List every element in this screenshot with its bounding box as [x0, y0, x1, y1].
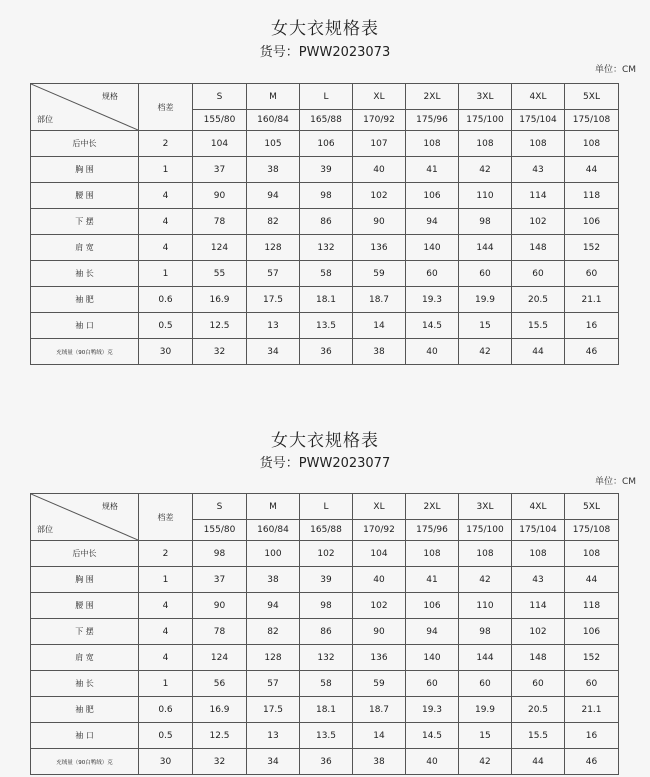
measurement-cell: 14.5: [406, 723, 459, 749]
measurement-cell: 152: [565, 235, 619, 261]
size-label: XL: [353, 494, 406, 520]
measurement-cell: 13.5: [300, 723, 353, 749]
grade-value: 2: [139, 541, 193, 567]
measurement-cell: 82: [247, 619, 300, 645]
part-name: 肩 宽: [31, 645, 139, 671]
measurement-cell: 16.9: [193, 697, 247, 723]
measurement-cell: 118: [565, 183, 619, 209]
measurement-cell: 140: [406, 645, 459, 671]
chart-title: 女大衣规格表: [271, 431, 379, 451]
measurement-cell: 32: [193, 749, 247, 775]
measurement-cell: 21.1: [565, 287, 619, 313]
measurement-cell: 44: [565, 567, 619, 593]
measurement-cell: 39: [300, 157, 353, 183]
measurement-cell: 42: [459, 157, 512, 183]
grade-value: 1: [139, 261, 193, 287]
measurement-cell: 59: [353, 261, 406, 287]
measurement-cell: 19.3: [406, 287, 459, 313]
measurement-cell: 118: [565, 593, 619, 619]
measurement-cell: 55: [193, 261, 247, 287]
measurement-cell: 36: [300, 339, 353, 365]
table-row: [31, 183, 619, 209]
grade-value: 4: [139, 235, 193, 261]
spec-table: [30, 493, 619, 775]
size-header-row: [31, 84, 619, 110]
spec-table: [30, 83, 619, 365]
measurement-cell: 60: [459, 261, 512, 287]
measurement-cell: 16: [565, 313, 619, 339]
measurement-cell: 128: [247, 645, 300, 671]
product-code: 货号：PWW2023073: [259, 45, 391, 60]
measurement-cell: 14.5: [406, 313, 459, 339]
measurement-cell: 38: [353, 339, 406, 365]
measurement-cell: 34: [247, 339, 300, 365]
grade-header: 档差: [139, 494, 193, 541]
size-label: S: [193, 494, 247, 520]
size-chart-1: [0, 0, 650, 362]
grade-value: 30: [139, 749, 193, 775]
measurement-cell: 57: [247, 261, 300, 287]
measurement-cell: 37: [193, 157, 247, 183]
measurement-cell: 90: [193, 183, 247, 209]
measurement-cell: 21.1: [565, 697, 619, 723]
measurement-cell: 106: [565, 209, 619, 235]
size-label: 2XL: [406, 84, 459, 110]
height-label: 175/96: [406, 520, 459, 541]
measurement-cell: 60: [565, 671, 619, 697]
measurement-cell: 90: [353, 619, 406, 645]
corner-header: [31, 84, 139, 131]
measurement-cell: 140: [406, 235, 459, 261]
measurement-cell: 14: [353, 723, 406, 749]
table-row: [31, 723, 619, 749]
size-label: S: [193, 84, 247, 110]
measurement-cell: 90: [193, 593, 247, 619]
measurement-cell: 144: [459, 235, 512, 261]
height-label: 175/100: [459, 110, 512, 131]
size-label: 2XL: [406, 494, 459, 520]
measurement-cell: 102: [353, 183, 406, 209]
measurement-cell: 86: [300, 619, 353, 645]
height-label: 175/104: [512, 110, 565, 131]
height-label: 175/108: [565, 110, 619, 131]
size-label: 4XL: [512, 84, 565, 110]
measurement-cell: 110: [459, 183, 512, 209]
measurement-cell: 102: [353, 593, 406, 619]
height-label: 165/88: [300, 110, 353, 131]
measurement-cell: 114: [512, 593, 565, 619]
measurement-cell: 60: [406, 261, 459, 287]
part-name: 袖 肥: [31, 287, 139, 313]
height-label: 160/84: [247, 110, 300, 131]
part-name: 袖 长: [31, 671, 139, 697]
grade-value: 0.5: [139, 313, 193, 339]
measurement-cell: 18.7: [353, 287, 406, 313]
measurement-cell: 60: [406, 671, 459, 697]
table-row: [31, 697, 619, 723]
measurement-cell: 100: [247, 541, 300, 567]
measurement-cell: 124: [193, 645, 247, 671]
measurement-cell: 82: [247, 209, 300, 235]
measurement-cell: 58: [300, 671, 353, 697]
measurement-cell: 15: [459, 313, 512, 339]
measurement-cell: 108: [406, 131, 459, 157]
corner-part-label: 部位: [37, 115, 53, 124]
size-header-row: [31, 494, 619, 520]
measurement-cell: 60: [512, 261, 565, 287]
part-name: 腰 围: [31, 183, 139, 209]
size-label: 4XL: [512, 494, 565, 520]
part-name: 后中长: [31, 541, 139, 567]
measurement-cell: 114: [512, 183, 565, 209]
measurement-cell: 128: [247, 235, 300, 261]
table-row: [31, 567, 619, 593]
measurement-cell: 34: [247, 749, 300, 775]
grade-value: 0.6: [139, 287, 193, 313]
unit-label: 单位：CM: [594, 65, 636, 75]
measurement-cell: 102: [512, 619, 565, 645]
measurement-cell: 13: [247, 313, 300, 339]
part-name: 胸 围: [31, 567, 139, 593]
measurement-cell: 15.5: [512, 313, 565, 339]
height-label: 155/80: [193, 110, 247, 131]
measurement-cell: 41: [406, 567, 459, 593]
product-code: 货号：PWW2023077: [259, 456, 391, 471]
measurement-cell: 14: [353, 313, 406, 339]
grade-value: 4: [139, 593, 193, 619]
table-row: [31, 339, 619, 365]
height-label: 155/80: [193, 520, 247, 541]
measurement-cell: 104: [353, 541, 406, 567]
measurement-cell: 94: [247, 183, 300, 209]
table-row: [31, 671, 619, 697]
table-row: [31, 645, 619, 671]
measurement-cell: 104: [193, 131, 247, 157]
measurement-cell: 132: [300, 645, 353, 671]
grade-value: 2: [139, 131, 193, 157]
corner-header: [31, 494, 139, 541]
measurement-cell: 13.5: [300, 313, 353, 339]
part-name: 下 摆: [31, 619, 139, 645]
chart-title: 女大衣规格表: [271, 19, 379, 39]
measurement-cell: 18.1: [300, 697, 353, 723]
measurement-cell: 20.5: [512, 697, 565, 723]
grade-value: 1: [139, 567, 193, 593]
height-label: 170/92: [353, 110, 406, 131]
table-row: [31, 593, 619, 619]
measurement-cell: 98: [300, 593, 353, 619]
measurement-cell: 18.7: [353, 697, 406, 723]
measurement-cell: 57: [247, 671, 300, 697]
measurement-cell: 102: [300, 541, 353, 567]
part-name: 充绒量（90白鸭绒）克: [31, 749, 139, 775]
grade-value: 4: [139, 183, 193, 209]
table-row: [31, 313, 619, 339]
measurement-cell: 94: [406, 619, 459, 645]
measurement-cell: 32: [193, 339, 247, 365]
measurement-cell: 18.1: [300, 287, 353, 313]
measurement-cell: 106: [565, 619, 619, 645]
measurement-cell: 107: [353, 131, 406, 157]
measurement-cell: 148: [512, 235, 565, 261]
measurement-cell: 108: [459, 541, 512, 567]
measurement-cell: 124: [193, 235, 247, 261]
measurement-cell: 19.3: [406, 697, 459, 723]
part-name: 腰 围: [31, 593, 139, 619]
measurement-cell: 40: [406, 749, 459, 775]
size-label: 3XL: [459, 494, 512, 520]
part-name: 充绒量（90白鸭绒）克: [31, 339, 139, 365]
measurement-cell: 60: [459, 671, 512, 697]
grade-header: 档差: [139, 84, 193, 131]
size-label: 5XL: [565, 84, 619, 110]
part-name: 袖 肥: [31, 697, 139, 723]
measurement-cell: 40: [353, 157, 406, 183]
measurement-cell: 37: [193, 567, 247, 593]
measurement-cell: 58: [300, 261, 353, 287]
measurement-cell: 46: [565, 339, 619, 365]
table-row: [31, 619, 619, 645]
measurement-cell: 12.5: [193, 313, 247, 339]
measurement-cell: 136: [353, 235, 406, 261]
height-label: 175/104: [512, 520, 565, 541]
table-row: [31, 235, 619, 261]
part-name: 后中长: [31, 131, 139, 157]
measurement-cell: 41: [406, 157, 459, 183]
measurement-cell: 78: [193, 619, 247, 645]
measurement-cell: 102: [512, 209, 565, 235]
size-label: L: [300, 84, 353, 110]
part-name: 胸 围: [31, 157, 139, 183]
measurement-cell: 59: [353, 671, 406, 697]
size-label: XL: [353, 84, 406, 110]
measurement-cell: 60: [565, 261, 619, 287]
measurement-cell: 108: [459, 131, 512, 157]
measurement-cell: 36: [300, 749, 353, 775]
size-label: 5XL: [565, 494, 619, 520]
measurement-cell: 98: [300, 183, 353, 209]
measurement-cell: 17.5: [247, 287, 300, 313]
height-label: 165/88: [300, 520, 353, 541]
measurement-cell: 20.5: [512, 287, 565, 313]
measurement-cell: 78: [193, 209, 247, 235]
measurement-cell: 15: [459, 723, 512, 749]
measurement-cell: 40: [353, 567, 406, 593]
table-row: [31, 209, 619, 235]
measurement-cell: 136: [353, 645, 406, 671]
measurement-cell: 39: [300, 567, 353, 593]
height-label: 170/92: [353, 520, 406, 541]
measurement-cell: 38: [247, 567, 300, 593]
part-name: 袖 口: [31, 723, 139, 749]
measurement-cell: 46: [565, 749, 619, 775]
measurement-cell: 108: [565, 131, 619, 157]
corner-spec-label: 规格: [102, 92, 118, 101]
measurement-cell: 110: [459, 593, 512, 619]
size-label: M: [247, 84, 300, 110]
measurement-cell: 94: [247, 593, 300, 619]
measurement-cell: 106: [406, 183, 459, 209]
table-row: [31, 261, 619, 287]
grade-value: 1: [139, 157, 193, 183]
measurement-cell: 43: [512, 567, 565, 593]
measurement-cell: 144: [459, 645, 512, 671]
measurement-cell: 86: [300, 209, 353, 235]
measurement-cell: 38: [247, 157, 300, 183]
measurement-cell: 108: [512, 541, 565, 567]
measurement-cell: 98: [193, 541, 247, 567]
table-row: [31, 749, 619, 775]
measurement-cell: 108: [565, 541, 619, 567]
grade-value: 4: [139, 209, 193, 235]
part-name: 肩 宽: [31, 235, 139, 261]
measurement-cell: 44: [565, 157, 619, 183]
measurement-cell: 60: [512, 671, 565, 697]
measurement-cell: 42: [459, 567, 512, 593]
grade-value: 4: [139, 645, 193, 671]
grade-value: 1: [139, 671, 193, 697]
table-row: [31, 541, 619, 567]
measurement-cell: 15.5: [512, 723, 565, 749]
measurement-cell: 90: [353, 209, 406, 235]
height-label: 175/96: [406, 110, 459, 131]
table-row: [31, 287, 619, 313]
measurement-cell: 105: [247, 131, 300, 157]
height-label: 160/84: [247, 520, 300, 541]
measurement-cell: 148: [512, 645, 565, 671]
measurement-cell: 108: [406, 541, 459, 567]
measurement-cell: 98: [459, 209, 512, 235]
measurement-cell: 42: [459, 749, 512, 775]
measurement-cell: 152: [565, 645, 619, 671]
unit-label: 单位：CM: [594, 477, 636, 487]
measurement-cell: 12.5: [193, 723, 247, 749]
measurement-cell: 16: [565, 723, 619, 749]
grade-value: 0.5: [139, 723, 193, 749]
part-name: 袖 口: [31, 313, 139, 339]
size-label: L: [300, 494, 353, 520]
table-row: [31, 157, 619, 183]
size-label: M: [247, 494, 300, 520]
measurement-cell: 38: [353, 749, 406, 775]
corner-part-label: 部位: [37, 525, 53, 534]
measurement-cell: 56: [193, 671, 247, 697]
measurement-cell: 132: [300, 235, 353, 261]
measurement-cell: 106: [300, 131, 353, 157]
measurement-cell: 43: [512, 157, 565, 183]
part-name: 袖 长: [31, 261, 139, 287]
part-name: 下 摆: [31, 209, 139, 235]
measurement-cell: 13: [247, 723, 300, 749]
size-label: 3XL: [459, 84, 512, 110]
measurement-cell: 106: [406, 593, 459, 619]
grade-value: 0.6: [139, 697, 193, 723]
size-chart-2: [0, 414, 650, 777]
measurement-cell: 42: [459, 339, 512, 365]
height-label: 175/100: [459, 520, 512, 541]
measurement-cell: 98: [459, 619, 512, 645]
measurement-cell: 19.9: [459, 697, 512, 723]
measurement-cell: 19.9: [459, 287, 512, 313]
measurement-cell: 16.9: [193, 287, 247, 313]
measurement-cell: 94: [406, 209, 459, 235]
measurement-cell: 17.5: [247, 697, 300, 723]
measurement-cell: 40: [406, 339, 459, 365]
grade-value: 30: [139, 339, 193, 365]
grade-value: 4: [139, 619, 193, 645]
corner-spec-label: 规格: [102, 502, 118, 511]
measurement-cell: 108: [512, 131, 565, 157]
height-label: 175/108: [565, 520, 619, 541]
measurement-cell: 44: [512, 339, 565, 365]
measurement-cell: 44: [512, 749, 565, 775]
table-row: [31, 131, 619, 157]
